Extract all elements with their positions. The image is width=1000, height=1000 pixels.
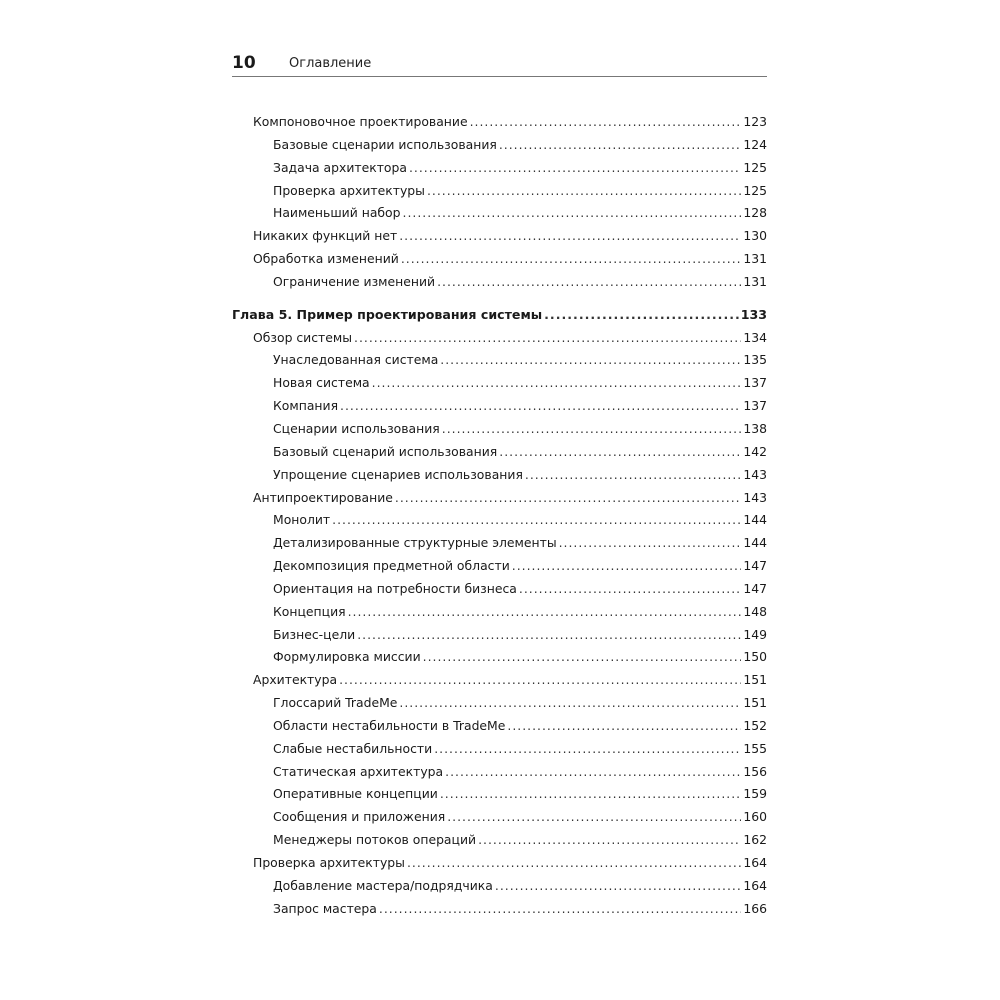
toc-entry-page: 147 — [743, 558, 767, 574]
toc-entry-page: 151 — [743, 695, 767, 711]
toc-entry — [232, 202, 767, 225]
dot-leader — [507, 715, 741, 738]
dot-leader — [332, 509, 741, 532]
toc-entry-title: Наименьший набор — [273, 205, 401, 221]
toc-entry — [232, 738, 767, 761]
toc-entry — [232, 578, 767, 601]
toc-entry-page: 162 — [743, 832, 767, 848]
toc-entry-page: 135 — [743, 352, 767, 368]
dot-leader — [340, 395, 741, 418]
toc-entry-title: Унаследованная система — [273, 352, 439, 368]
dot-leader — [478, 829, 741, 852]
dot-leader — [423, 646, 742, 669]
toc-entry-page: 155 — [743, 740, 767, 756]
toc-entry-page: 142 — [743, 443, 767, 459]
toc-entry — [232, 601, 767, 624]
toc-entry-title: Базовый сценарий использования — [273, 443, 498, 459]
toc-entry-page: 143 — [743, 489, 767, 505]
dot-leader — [399, 692, 741, 715]
toc-entry — [232, 418, 767, 441]
toc-entry-page: 124 — [743, 136, 767, 152]
dot-leader — [409, 157, 741, 180]
table-of-contents — [232, 111, 767, 921]
dot-leader — [512, 555, 742, 578]
toc-entry-page: 159 — [743, 786, 767, 802]
dot-leader — [395, 487, 741, 510]
toc-entry — [232, 715, 767, 738]
dot-leader — [427, 180, 741, 203]
dot-leader — [399, 225, 741, 248]
toc-entry-page: 152 — [743, 717, 767, 733]
toc-entry-page: 150 — [743, 649, 767, 665]
toc-entry — [232, 271, 767, 294]
toc-entry-title: Упрощение сценариев использования — [273, 466, 523, 482]
toc-entry-title: Обзор системы — [253, 329, 353, 345]
toc-entry — [232, 111, 767, 134]
toc-entry-page: 123 — [743, 114, 767, 129]
toc-entry-title: Компоновочное проектирование — [253, 114, 468, 129]
toc-entry — [232, 248, 767, 271]
toc-entry-page: 144 — [743, 535, 767, 551]
toc-entry-title: Монолит — [273, 512, 331, 528]
toc-entry-title: Ориентация на потребности бизнеса — [273, 580, 517, 596]
toc-entry-title: Оперативные концепции — [273, 786, 438, 802]
toc-entry-title: Слабые нестабильности — [273, 740, 433, 756]
toc-entry-page: 131 — [743, 251, 767, 267]
toc-entry — [232, 327, 767, 350]
dot-leader — [401, 248, 741, 271]
dot-leader — [495, 875, 741, 898]
toc-entry-title: Глава 5. Пример проектирования системы — [232, 306, 543, 322]
toc-entry-title: Менеджеры потоков операций — [273, 832, 477, 848]
toc-entry-title: Детализированные структурные элементы — [273, 535, 557, 551]
toc-entry-page: 131 — [743, 273, 767, 289]
dot-leader — [544, 304, 739, 327]
dot-leader — [407, 852, 741, 875]
toc-entry — [232, 395, 767, 418]
toc-entry-page: 125 — [743, 159, 767, 175]
toc-entry — [232, 761, 767, 784]
dot-leader — [559, 532, 742, 555]
toc-entry-title: Антипроектирование — [253, 489, 393, 505]
toc-entry-title: Проверка архитектуры — [273, 182, 425, 198]
dot-leader — [525, 464, 741, 487]
dot-leader — [440, 783, 742, 806]
dot-leader — [442, 418, 742, 441]
toc-chapter — [232, 304, 767, 327]
toc-entry — [232, 875, 767, 898]
dot-leader — [440, 349, 741, 372]
toc-entry — [232, 692, 767, 715]
dot-leader — [499, 134, 742, 157]
toc-entry-title: Проверка архитектуры — [253, 855, 405, 870]
toc-entry-page: 151 — [743, 672, 767, 688]
dot-leader — [519, 578, 741, 601]
dot-leader — [434, 738, 741, 761]
dot-leader — [437, 271, 741, 294]
page-number: 10 — [232, 53, 256, 73]
toc-entry — [232, 441, 767, 464]
dot-leader — [354, 327, 741, 350]
toc-entry — [232, 829, 767, 852]
dot-leader — [339, 669, 741, 692]
toc-entry-page: 144 — [743, 512, 767, 528]
toc-entry — [232, 180, 767, 203]
dot-leader — [403, 202, 742, 225]
toc-entry-page: 164 — [743, 855, 767, 870]
toc-entry-page: 156 — [743, 763, 767, 779]
dot-leader — [499, 441, 741, 464]
toc-entry-page: 134 — [743, 329, 767, 345]
toc-entry-title: Запрос мастера — [273, 900, 377, 916]
toc-entry-title: Декомпозиция предметной области — [273, 558, 510, 574]
toc-entry — [232, 646, 767, 669]
toc-entry — [232, 624, 767, 647]
toc-entry-page: 125 — [743, 182, 767, 198]
toc-entry — [232, 349, 767, 372]
dot-leader — [470, 111, 742, 134]
toc-entry-page: 137 — [743, 375, 767, 391]
toc-entry-page: 164 — [743, 877, 767, 893]
toc-entry-page: 160 — [743, 809, 767, 825]
toc-entry — [232, 464, 767, 487]
toc-entry — [232, 157, 767, 180]
toc-entry — [232, 555, 767, 578]
toc-entry — [232, 806, 767, 829]
toc-entry — [232, 487, 767, 510]
toc-entry — [232, 509, 767, 532]
toc-entry-title: Обработка изменений — [253, 251, 399, 267]
toc-entry — [232, 898, 767, 921]
toc-entry-title: Сообщения и приложения — [273, 809, 446, 825]
toc-entry-page: 166 — [743, 900, 767, 916]
toc-entry-title: Области нестабильности в TradeMe — [273, 717, 506, 733]
toc-entry-page: 143 — [743, 466, 767, 482]
toc-entry-page: 128 — [743, 205, 767, 221]
toc-entry-page: 137 — [743, 398, 767, 414]
toc-entry-page: 130 — [743, 228, 767, 244]
toc-entry-title: Никаких функций нет — [253, 228, 398, 244]
toc-entry-title: Базовые сценарии использования — [273, 136, 497, 152]
dot-leader — [447, 806, 741, 829]
toc-entry — [232, 532, 767, 555]
toc-entry — [232, 852, 767, 875]
toc-entry — [232, 225, 767, 248]
toc-entry — [232, 783, 767, 806]
toc-entry — [232, 134, 767, 157]
toc-entry-title: Ограничение изменений — [273, 273, 436, 289]
toc-entry-title: Формулировка миссии — [273, 649, 421, 665]
toc-entry-title: Новая система — [273, 375, 370, 391]
toc-entry-title: Глоссарий TradeMe — [273, 695, 398, 711]
toc-entry-page: 148 — [743, 603, 767, 619]
toc-entry-title: Статическая архитектура — [273, 763, 444, 779]
toc-entry-title: Архитектура — [253, 672, 338, 688]
running-title: Оглавление — [289, 56, 372, 71]
toc-entry-page: 149 — [743, 626, 767, 642]
toc-entry-page: 133 — [740, 306, 767, 322]
dot-leader — [445, 761, 741, 784]
toc-entry-title: Компания — [273, 398, 339, 414]
toc-entry — [232, 372, 767, 395]
dot-leader — [372, 372, 742, 395]
toc-entry-title: Сценарии использования — [273, 420, 440, 436]
toc-entry-page: 147 — [743, 580, 767, 596]
toc-entry-title: Концепция — [273, 603, 346, 619]
toc-entry-title: Бизнес-цели — [273, 626, 356, 642]
dot-leader — [348, 601, 742, 624]
toc-entry-title: Задача архитектора — [273, 159, 407, 175]
dot-leader — [379, 898, 741, 921]
toc-entry-page: 138 — [743, 420, 767, 436]
running-header — [232, 52, 767, 77]
dot-leader — [357, 624, 741, 647]
toc-entry-title: Добавление мастера/подрядчика — [273, 877, 493, 893]
toc-entry — [232, 669, 767, 692]
